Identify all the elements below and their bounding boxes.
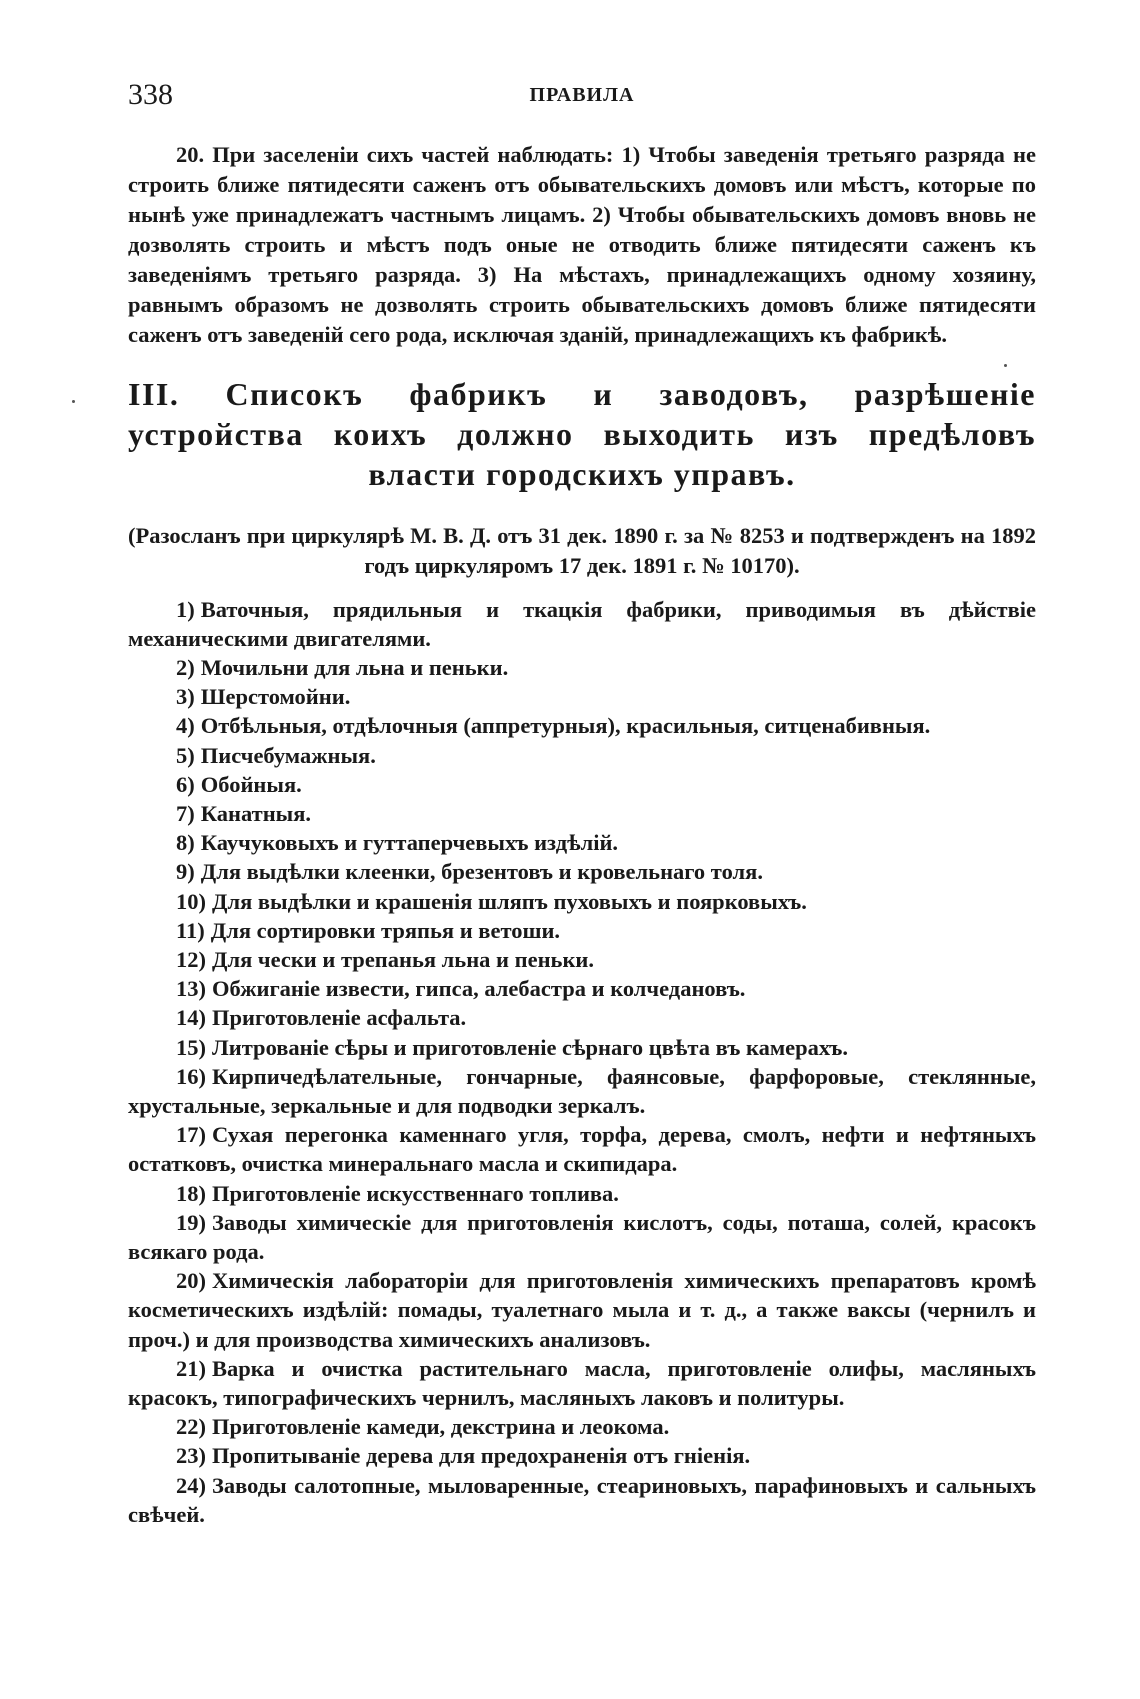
list-item bbox=[128, 916, 1036, 945]
list-item bbox=[128, 1471, 1036, 1529]
list-item bbox=[128, 1003, 1036, 1032]
list-item-number: 23) bbox=[176, 1443, 206, 1469]
list-item bbox=[128, 1412, 1036, 1441]
intro-paragraph: 20. При заселеніи сихъ частей наблюдать: 1) Чтобы заведенія третьяго разряда не строить ближе пятидесяти саженъ отъ обывательскихъ домовъ или мѣстъ, которые по нынѣ уже принадлежатъ частнымъ лицамъ. 2) Чтобы обывательскихъ домовъ вновь не дозволять строить и мѣстъ подъ оные не отводить ближе пятидесяти саженъ къ заведеніямъ третьяго разряда. 3) На мѣстахъ, принадлежащихъ одному хозяину, равнымъ образомъ не дозволять строить обывательскихъ домовъ ближе пятидесяти саженъ отъ заведеній сего рода, исключая зданій, принадлежащихъ къ фабрикѣ. bbox=[128, 142, 1036, 347]
circular-note: (Разосланъ при циркулярѣ М. В. Д. отъ 31 дек. 1890 г. за № 8253 и подтвержденъ на 1892 годъ циркуляромъ 17 дек. 1891 г. № 10170). bbox=[128, 522, 1036, 578]
list-item bbox=[128, 1033, 1036, 1062]
list-item-text: Варка и очистка растительнаго масла, приготовленіе олифы, масляныхъ красокъ, типографическихъ чернилъ, масляныхъ лаковъ и политуры. bbox=[128, 1355, 1036, 1411]
scan-speck bbox=[72, 400, 75, 403]
list-item-number: 19) bbox=[176, 1209, 206, 1235]
list-item-number: 24) bbox=[176, 1472, 206, 1498]
list-item-text: Обжиганіе извести, гипса, алебастра и колчедановъ. bbox=[212, 976, 746, 1002]
list-item bbox=[128, 945, 1036, 974]
list-item-number: 13) bbox=[176, 976, 206, 1002]
list-item bbox=[128, 1208, 1036, 1266]
list-item-text: Заводы химическіе для приготовленія кислотъ, соды, поташа, солей, красокъ всякаго рода. bbox=[128, 1209, 1036, 1265]
list-item bbox=[128, 1441, 1036, 1470]
list-item-number: 14) bbox=[176, 1005, 206, 1031]
list-item bbox=[128, 682, 1036, 711]
factory-list bbox=[128, 595, 1036, 1530]
list-item-text: Обойныя. bbox=[200, 771, 302, 797]
list-item bbox=[128, 887, 1036, 916]
list-item-number: 9) bbox=[176, 859, 195, 885]
list-item-text: Отбѣльныя, отдѣлочныя (аппретурныя), красильныя, ситценабивныя. bbox=[200, 713, 931, 739]
list-item-text: Для чески и трепанья льна и пеньки. bbox=[212, 946, 594, 972]
list-item-text: Каучуковыхъ и гуттаперчевыхъ издѣлій. bbox=[200, 830, 619, 856]
list-item-number: 5) bbox=[176, 742, 195, 768]
list-item bbox=[128, 1120, 1036, 1178]
list-item-text: Для выдѣлки клеенки, брезентовъ и кровельнаго толя. bbox=[200, 859, 763, 885]
list-item bbox=[128, 595, 1036, 653]
list-item-number: 16) bbox=[176, 1063, 206, 1089]
list-item-number: 10) bbox=[176, 888, 206, 914]
page-header bbox=[128, 78, 1036, 118]
list-item bbox=[128, 799, 1036, 828]
list-item-text: Химическія лабораторіи для приготовленія химическихъ препаратовъ кромѣ косметическихъ издѣлій: помады, туалетнаго мыла и т. д., а также ваксы (чернилъ и проч.) и для производства химическихъ анализовъ. bbox=[128, 1268, 1036, 1352]
list-item bbox=[128, 1354, 1036, 1412]
page-number: 338 bbox=[128, 78, 173, 111]
list-item bbox=[128, 741, 1036, 770]
list-item-text: Писчебумажныя. bbox=[200, 742, 376, 768]
list-item-number: 3) bbox=[176, 684, 195, 710]
page-body bbox=[128, 140, 1036, 1529]
list-item-number: 17) bbox=[176, 1122, 206, 1148]
list-item-number: 11) bbox=[176, 917, 205, 943]
list-item bbox=[128, 857, 1036, 886]
list-item bbox=[128, 770, 1036, 799]
list-item-text: Пропитываніе дерева для предохраненія отъ гніенія. bbox=[212, 1443, 751, 1469]
list-item-text: Канатныя. bbox=[200, 800, 312, 826]
list-item-number: 6) bbox=[176, 771, 195, 797]
list-item-text: Ваточныя, прядильныя и ткацкія фабрики, приводимыя въ дѣйствіе механическими двигателями. bbox=[128, 596, 1036, 651]
list-item-number: 18) bbox=[176, 1180, 206, 1206]
list-item-text: Приготовленіе асфальта. bbox=[212, 1005, 467, 1031]
list-item-number: 1) bbox=[176, 596, 195, 622]
list-item bbox=[128, 828, 1036, 857]
list-item-number: 15) bbox=[176, 1034, 206, 1060]
list-item-number: 8) bbox=[176, 830, 195, 856]
list-item-number: 20) bbox=[176, 1268, 206, 1294]
list-item bbox=[128, 1179, 1036, 1208]
list-item-number: 12) bbox=[176, 946, 206, 972]
list-item-text: Для выдѣлки и крашенія шляпъ пуховыхъ и поярковыхъ. bbox=[212, 888, 807, 914]
list-item bbox=[128, 1266, 1036, 1354]
list-item-text: Шерстомойни. bbox=[200, 684, 351, 710]
scan-speck bbox=[1004, 364, 1007, 367]
list-item-text: Литрованіе сѣры и приготовленіе сѣрнаго цвѣта въ камерахъ. bbox=[212, 1034, 849, 1060]
list-item-number: 2) bbox=[176, 654, 195, 680]
list-item-text: Мочильни для льна и пеньки. bbox=[200, 654, 509, 680]
list-item bbox=[128, 653, 1036, 682]
list-item-number: 4) bbox=[176, 713, 195, 739]
list-item bbox=[128, 974, 1036, 1003]
list-item bbox=[128, 1062, 1036, 1120]
list-item bbox=[128, 711, 1036, 740]
list-item-text: Приготовленіе искусственнаго топлива. bbox=[212, 1180, 619, 1206]
list-item-number: 22) bbox=[176, 1414, 206, 1440]
list-item-text: Заводы салотопные, мыловаренные, стеариновыхъ, парафиновыхъ и сальныхъ свѣчей. bbox=[128, 1472, 1036, 1527]
running-title: ПРАВИЛА bbox=[529, 84, 635, 106]
list-item-number: 7) bbox=[176, 800, 195, 826]
list-item-text: Для сортировки тряпья и ветоши. bbox=[210, 917, 561, 943]
list-item-number: 21) bbox=[176, 1355, 206, 1381]
list-item-text: Кирпичедѣлательные, гончарные, фаянсовые, фарфоровые, стеклянные, хрустальные, зеркальные и для подводки зеркалъ. bbox=[128, 1063, 1036, 1118]
section-title: III. Списокъ фабрикъ и заводовъ, разрѣшеніе устройства коихъ должно выходить изъ предѣловъ власти городскихъ управъ. bbox=[128, 376, 1036, 492]
list-item-text: Приготовленіе камеди, декстрина и леокома. bbox=[212, 1414, 670, 1440]
list-item-text: Сухая перегонка каменнаго угля, торфа, дерева, смолъ, нефти и нефтяныхъ остатковъ, очистка минеральнаго масла и скипидара. bbox=[128, 1122, 1036, 1177]
